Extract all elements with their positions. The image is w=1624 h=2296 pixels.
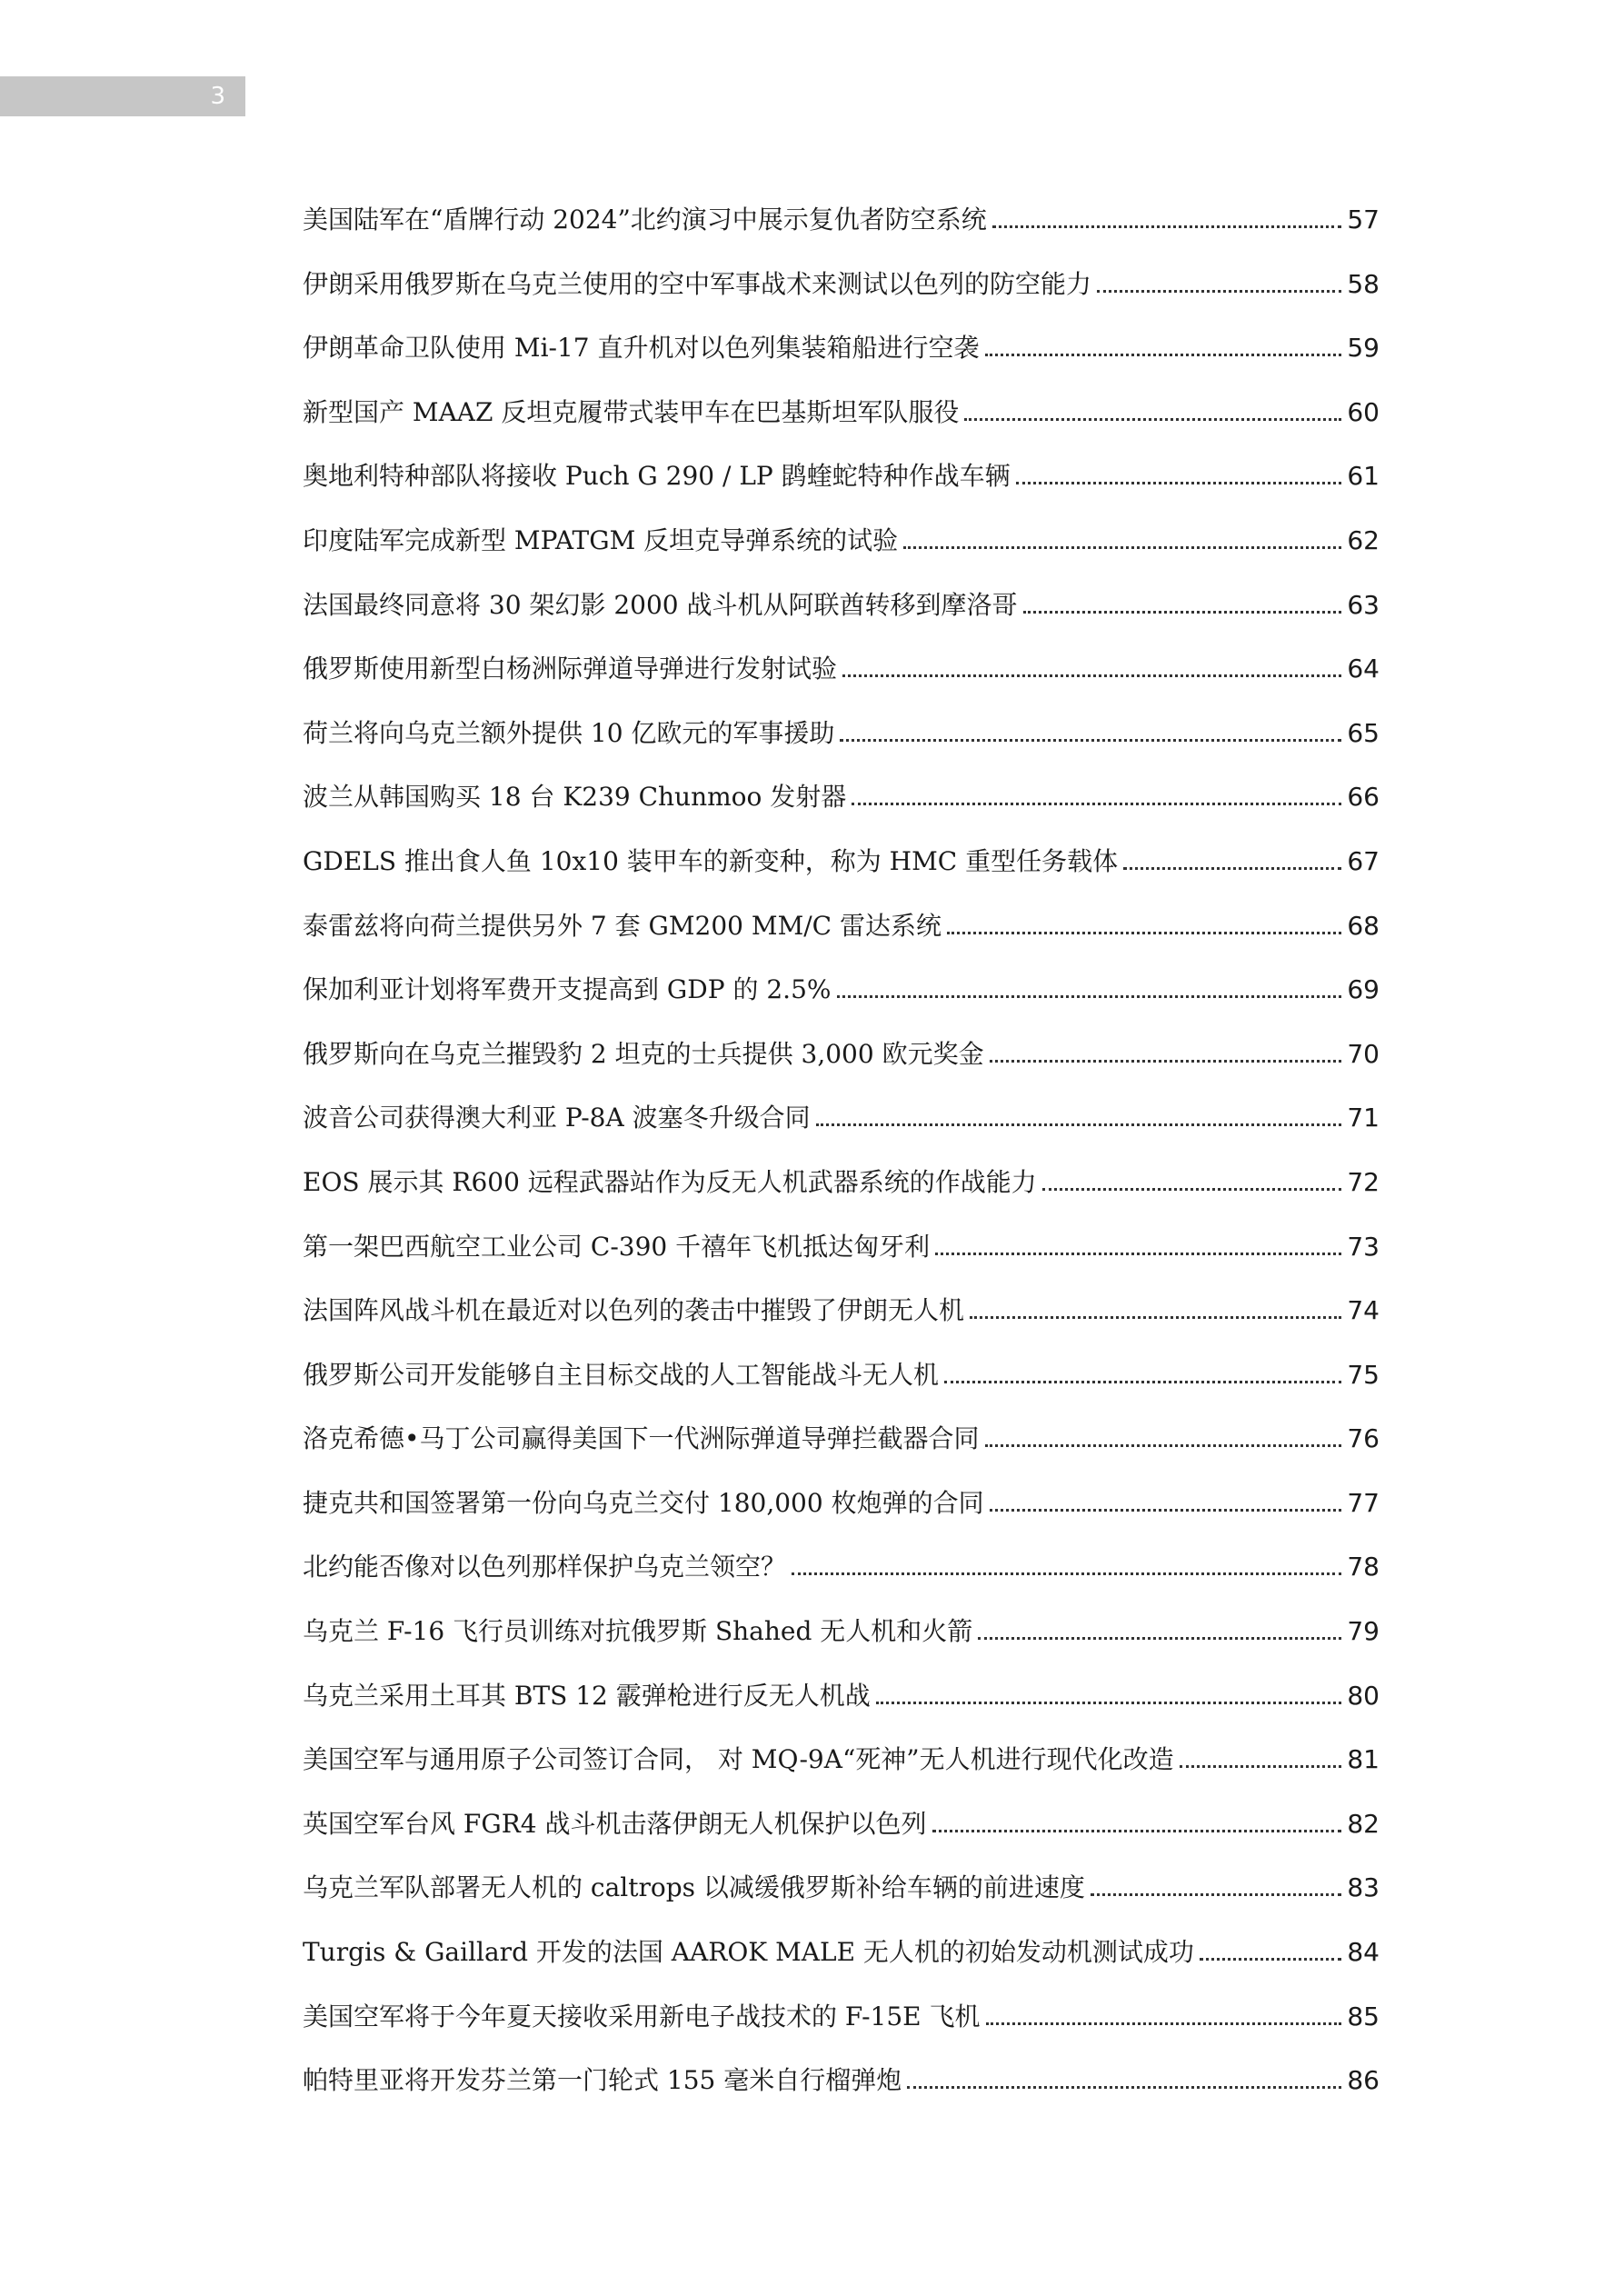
toc-entry[interactable] bbox=[303, 908, 1380, 973]
toc-entry[interactable] bbox=[303, 394, 1380, 459]
toc-entry[interactable] bbox=[303, 458, 1380, 523]
toc-entry-page: 74 bbox=[1347, 1295, 1380, 1326]
toc-entry-title: Turgis & Gaillard 开发的法国 AAROK MALE 无人机的初始发动机测试成功 bbox=[303, 1937, 1194, 1968]
toc-entry-page: 60 bbox=[1347, 396, 1380, 427]
toc-entry-title: 荷兰将向乌克兰额外提供 10 亿欧元的军事援助 bbox=[303, 717, 835, 748]
toc-entry[interactable] bbox=[303, 651, 1380, 715]
toc-entry-page: 59 bbox=[1347, 333, 1380, 364]
toc-dot-leader bbox=[792, 1572, 1341, 1575]
toc-dot-leader bbox=[1123, 867, 1341, 870]
toc-entry[interactable] bbox=[303, 1678, 1380, 1742]
toc-entry-title: 法国阵风战斗机在最近对以色列的袭击中摧毁了伊朗无人机 bbox=[303, 1295, 965, 1326]
toc-dot-leader bbox=[990, 1060, 1341, 1063]
toc-entry-page: 81 bbox=[1347, 1744, 1380, 1775]
toc-dot-leader bbox=[1097, 290, 1341, 293]
toc-entry-title: EOS 展示其 R600 远程武器站作为反无人机武器系统的作战能力 bbox=[303, 1166, 1037, 1197]
toc-dot-leader bbox=[964, 418, 1341, 421]
toc-entry-title: 泰雷兹将向荷兰提供另外 7 套 GM200 MM/C 雷达系统 bbox=[303, 910, 942, 941]
toc-entry-title: 印度陆军完成新型 MPATGM 反坦克导弹系统的试验 bbox=[303, 524, 899, 555]
toc-entry[interactable] bbox=[303, 1164, 1380, 1229]
toc-dot-leader bbox=[985, 354, 1341, 356]
toc-entry-title: 乌克兰采用土耳其 BTS 12 霰弹枪进行反无人机战 bbox=[303, 1680, 871, 1711]
toc-entry-page: 58 bbox=[1347, 268, 1380, 299]
toc-entry-page: 80 bbox=[1347, 1680, 1380, 1711]
toc-entry-title: 伊朗采用俄罗斯在乌克兰使用的空中军事战术来测试以色列的防空能力 bbox=[303, 268, 1092, 299]
toc-entry[interactable] bbox=[303, 1934, 1380, 1999]
page-number-tab bbox=[0, 76, 245, 116]
toc-entry-page: 83 bbox=[1347, 1872, 1380, 1903]
toc-dot-leader bbox=[986, 2022, 1341, 2025]
toc-entry-title: 美国空军将于今年夏天接收采用新电子战技术的 F-15E 飞机 bbox=[303, 2001, 981, 2031]
toc-entry-page: 84 bbox=[1347, 1937, 1380, 1968]
toc-dot-leader bbox=[1200, 1958, 1341, 1961]
toc-entry-title: GDELS 推出食人鱼 10x10 装甲车的新变种，称为 HMC 重型任务载体 bbox=[303, 845, 1119, 876]
toc-entry-title: 新型国产 MAAZ 反坦克履带式装甲车在巴基斯坦军队服役 bbox=[303, 396, 960, 427]
toc-entry-title: 洛克希德•马丁公司赢得美国下一代洲际弹道导弹拦截器合同 bbox=[303, 1423, 980, 1454]
toc-entry-title: 俄罗斯公司开发能够自主目标交战的人工智能战斗无人机 bbox=[303, 1359, 940, 1390]
toc-entry[interactable] bbox=[303, 1613, 1380, 1678]
toc-entry-title: 乌克兰军队部署无人机的 caltrops 以减缓俄罗斯补给车辆的前进速度 bbox=[303, 1872, 1085, 1903]
toc-entry-page: 69 bbox=[1347, 974, 1380, 1005]
toc-entry-title: 波兰从韩国购买 18 台 K239 Chunmoo 发射器 bbox=[303, 782, 847, 813]
page-number: 3 bbox=[210, 83, 225, 110]
toc-dot-leader bbox=[842, 674, 1341, 677]
toc-entry-title: 乌克兰 F-16 飞行员训练对抗俄罗斯 Shahed 无人机和火箭 bbox=[303, 1616, 973, 1647]
toc-entry-page: 68 bbox=[1347, 910, 1380, 941]
toc-entry-title: 俄罗斯使用新型白杨洲际弹道导弹进行发射试验 bbox=[303, 654, 838, 684]
toc-entry[interactable] bbox=[303, 715, 1380, 780]
toc-entry-title: 法国最终同意将 30 架幻影 2000 战斗机从阿联酋转移到摩洛哥 bbox=[303, 589, 1018, 620]
toc-entry-page: 72 bbox=[1347, 1166, 1380, 1197]
toc-entry[interactable] bbox=[303, 1357, 1380, 1422]
toc-entry[interactable] bbox=[303, 779, 1380, 844]
toc-entry-page: 62 bbox=[1347, 524, 1380, 555]
toc-dot-leader bbox=[944, 1381, 1341, 1383]
toc-entry-page: 65 bbox=[1347, 717, 1380, 748]
toc-entry-title: 北约能否像对以色列那样保护乌克兰领空？ bbox=[303, 1552, 787, 1582]
toc-entry-title: 奥地利特种部队将接收 Puch G 290 / LP 鹍蝰蛇特种作战车辆 bbox=[303, 461, 1011, 492]
toc-entry-page: 67 bbox=[1347, 845, 1380, 876]
toc-entry[interactable] bbox=[303, 1870, 1380, 1934]
toc-entry-title: 保加利亚计划将军费开支提高到 GDP 的 2.5% bbox=[303, 974, 832, 1005]
toc-entry[interactable] bbox=[303, 1742, 1380, 1806]
toc-entry-title: 伊朗革命卫队使用 Mi-17 直升机对以色列集装箱船进行空袭 bbox=[303, 333, 980, 364]
toc-entry-title: 帕特里亚将开发芬兰第一门轮式 155 毫米自行榴弹炮 bbox=[303, 2065, 902, 2096]
toc-dot-leader bbox=[947, 932, 1341, 934]
toc-dot-leader bbox=[935, 1253, 1341, 1255]
toc-dot-leader bbox=[992, 225, 1341, 228]
toc-dot-leader bbox=[990, 1509, 1341, 1512]
toc-entry[interactable] bbox=[303, 1100, 1380, 1164]
toc-entry[interactable] bbox=[303, 1999, 1380, 2063]
toc-dot-leader bbox=[970, 1316, 1341, 1319]
toc-entry-title: 美国陆军在“盾牌行动 2024”北约演习中展示复仇者防空系统 bbox=[303, 205, 987, 235]
toc-entry-page: 71 bbox=[1347, 1103, 1380, 1133]
toc-entry[interactable] bbox=[303, 523, 1380, 587]
toc-dot-leader bbox=[932, 1830, 1342, 1832]
toc-dot-leader bbox=[1180, 1765, 1341, 1768]
toc-entry-page: 77 bbox=[1347, 1487, 1380, 1518]
table-of-contents bbox=[303, 202, 1380, 2127]
toc-entry-page: 73 bbox=[1347, 1231, 1380, 1262]
toc-dot-leader bbox=[837, 995, 1342, 998]
toc-entry-title: 捷克共和国签署第一份向乌克兰交付 180,000 枚炮弹的合同 bbox=[303, 1487, 984, 1518]
toc-dot-leader bbox=[907, 2086, 1341, 2089]
toc-dot-leader bbox=[1016, 482, 1341, 484]
toc-entry-page: 82 bbox=[1347, 1808, 1380, 1839]
toc-dot-leader bbox=[903, 546, 1341, 549]
toc-entry-page: 63 bbox=[1347, 589, 1380, 620]
toc-entry-page: 76 bbox=[1347, 1423, 1380, 1454]
toc-entry[interactable] bbox=[303, 844, 1380, 908]
toc-entry[interactable] bbox=[303, 1293, 1380, 1357]
toc-entry[interactable] bbox=[303, 202, 1380, 266]
toc-entry[interactable] bbox=[303, 330, 1380, 394]
toc-entry-page: 66 bbox=[1347, 782, 1380, 813]
toc-entry-page: 85 bbox=[1347, 2001, 1380, 2031]
toc-entry[interactable] bbox=[303, 266, 1380, 331]
toc-dot-leader bbox=[840, 739, 1341, 742]
toc-dot-leader bbox=[985, 1444, 1341, 1447]
toc-entry[interactable] bbox=[303, 1421, 1380, 1485]
toc-entry-page: 70 bbox=[1347, 1038, 1380, 1069]
toc-entry[interactable] bbox=[303, 972, 1380, 1036]
toc-entry[interactable] bbox=[303, 1485, 1380, 1550]
toc-dot-leader bbox=[1091, 1893, 1341, 1896]
toc-entry-page: 61 bbox=[1347, 461, 1380, 492]
toc-entry[interactable] bbox=[303, 1036, 1380, 1101]
toc-entry-page: 86 bbox=[1347, 2065, 1380, 2096]
toc-dot-leader bbox=[978, 1637, 1341, 1640]
toc-entry[interactable] bbox=[303, 1229, 1380, 1293]
toc-dot-leader bbox=[1023, 611, 1342, 614]
toc-dot-leader bbox=[816, 1123, 1341, 1126]
toc-entry[interactable] bbox=[303, 1549, 1380, 1613]
toc-entry-title: 英国空军台风 FGR4 战斗机击落伊朗无人机保护以色列 bbox=[303, 1808, 927, 1839]
toc-entry-title: 俄罗斯向在乌克兰摧毁豹 2 坦克的士兵提供 3,000 欧元奖金 bbox=[303, 1038, 984, 1069]
toc-entry[interactable] bbox=[303, 2062, 1380, 2127]
toc-entry-page: 75 bbox=[1347, 1359, 1380, 1390]
toc-entry-page: 57 bbox=[1347, 205, 1380, 235]
toc-dot-leader bbox=[876, 1702, 1341, 1704]
toc-dot-leader bbox=[852, 803, 1341, 805]
toc-entry[interactable] bbox=[303, 1806, 1380, 1871]
toc-entry-title: 第一架巴西航空工业公司 C-390 千禧年飞机抵达匈牙利 bbox=[303, 1231, 931, 1262]
toc-dot-leader bbox=[1042, 1188, 1341, 1191]
toc-entry-page: 78 bbox=[1347, 1552, 1380, 1582]
toc-entry-page: 79 bbox=[1347, 1616, 1380, 1647]
toc-entry-title: 美国空军与通用原子公司签订合同， 对 MQ-9A“死神”无人机进行现代化改造 bbox=[303, 1744, 1174, 1775]
toc-entry-page: 64 bbox=[1347, 654, 1380, 684]
toc-entry-title: 波音公司获得澳大利亚 P-8A 波塞冬升级合同 bbox=[303, 1103, 811, 1133]
toc-entry[interactable] bbox=[303, 587, 1380, 652]
